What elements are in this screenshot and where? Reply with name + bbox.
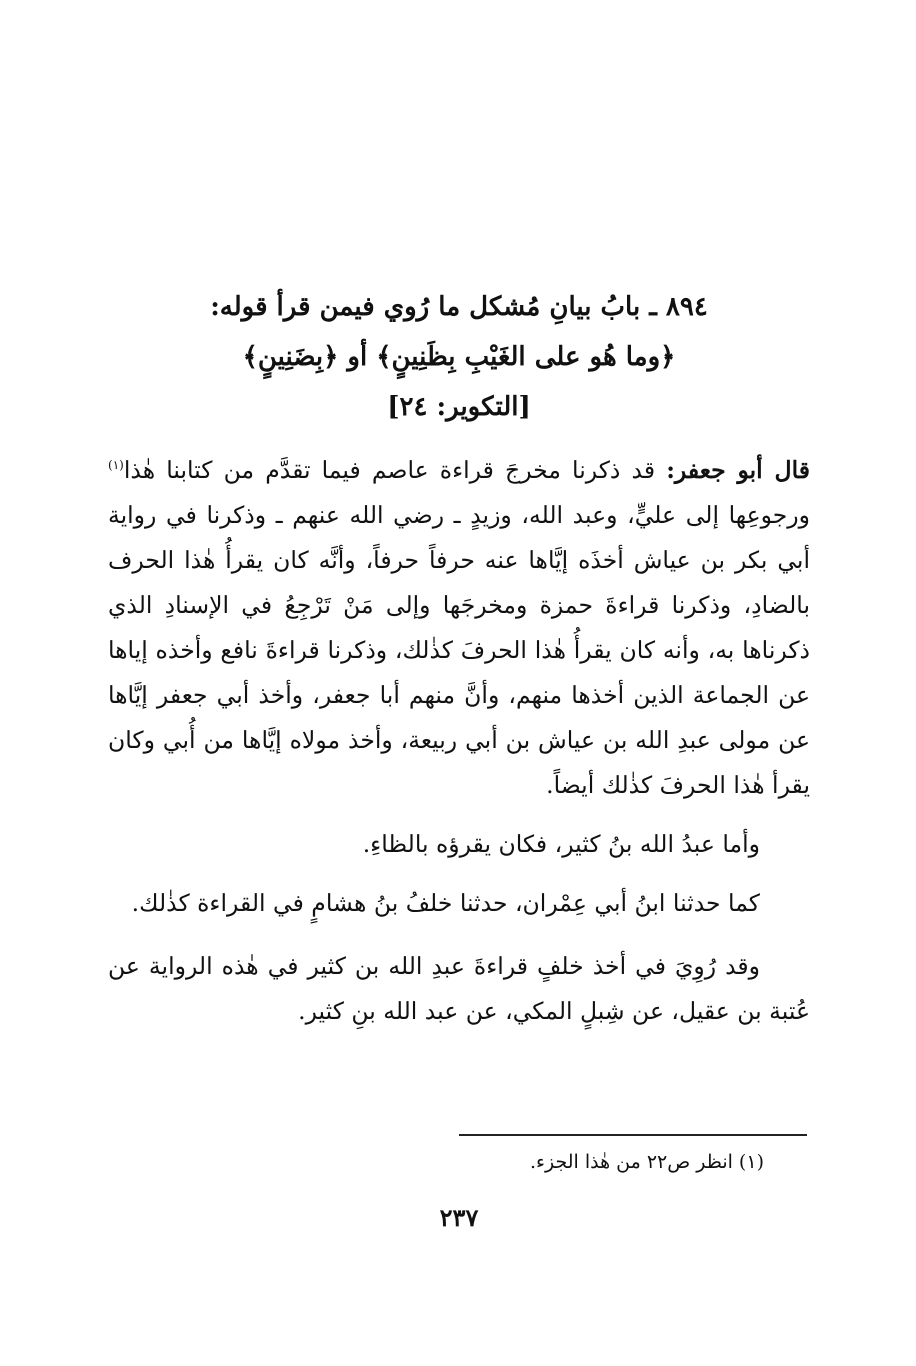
book-page: [108, 0, 810, 1366]
paragraph-1: [108, 448, 810, 808]
paragraph-lead: قال أبو جعفر:: [666, 456, 810, 484]
paragraph-1-text-b: ورجوعِها إلى عليٍّ، وعبد الله، وزيدٍ ـ رضي الله عنهم ـ وذكرنا في رواية أبي بكر بن عياش أخذَه إيَّاها عنه حرفاً حرفاً، وأنَّه كان يقرأُ هٰذا الحرف بالضادِ، وذكرنا قراءةَ حمزة ومخرجَها وإلى مَنْ تَرْجِعُ في الإسنادِ الذي ذكرناها به، وأنه كان يقرأُ هٰذا الحرفَ كذٰلك، وذكرنا قراءةَ نافع وأخذه إياها عن الجماعة الذين أخذها منهم، وأنَّ منهم أبا جعفر، وأخذ أبي جعفر إيَّاها عن مولى عبدِ الله بن عياش بن أبي ربيعة، وأخذ مولاه إيَّاها من أُبي وكان يقرأ هٰذا الحرفَ كذٰلك أيضاً.: [108, 501, 810, 799]
verse-reference: [التكوير: ٢٤]: [387, 392, 531, 422]
footnote-reference: (١): [108, 458, 124, 473]
paragraph-3: كما حدثنا ابنُ أبي عِمْران، حدثنا خلفُ بنُ هشامٍ في القراءة كذٰلك.: [131, 889, 760, 917]
chapter-title: ٨٩٤ ـ بابُ بيانِ مُشكل ما رُوي فيمن قرأ قوله:: [210, 292, 708, 322]
body-text: [108, 448, 810, 1034]
paragraph-2: وأما عبدُ الله بنُ كثير، فكان يقرؤه بالظاءِ.: [362, 830, 760, 858]
chapter-heading: [108, 282, 810, 432]
paragraph-4: وقد رُوِيَ في أخذ خلفٍ قراءةَ عبدِ الله بن كثير في هٰذه الرواية عن عُتبة بن عقيل، عن شِبلٍ المكي، عن عبد الله بنِ كثير.: [108, 952, 810, 1025]
quranic-verse: ﴿وما هُو على الغَيْبِ بِظَنِينٍ﴾ أو ﴿بِضَنِينٍ﴾: [242, 342, 676, 372]
footnote-divider: [459, 1134, 807, 1136]
page-number: ٢٣٧: [439, 1203, 479, 1232]
footnote: (١) انظر ص٢٢ من هٰذا الجزء.: [530, 1151, 764, 1173]
paragraph-1-text-a: قد ذكرنا مخرجَ قراءة عاصم فيما تقدَّم من كتابنا هٰذا: [123, 456, 667, 484]
